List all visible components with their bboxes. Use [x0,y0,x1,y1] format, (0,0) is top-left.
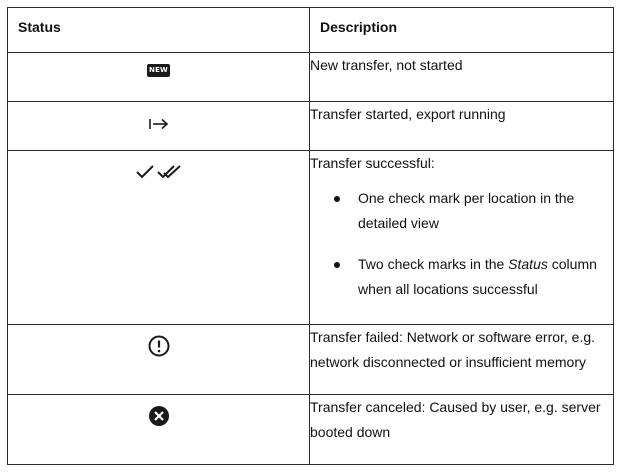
single-check-icon [137,166,153,177]
description-text: Transfer canceled: Caused by user, e.g. server booted down [310,399,601,440]
status-column-header [8,8,310,53]
description-cell [310,53,614,102]
table-row [8,53,614,102]
description-text: Transfer failed: Network or software error, e.g. network disconnected or insufficient memory [310,329,596,370]
description-text: Transfer successful: [310,155,435,171]
status-table [7,7,614,465]
status-cell [8,53,310,102]
description-cell [310,325,614,395]
new-badge-icon [147,64,170,89]
table-row [8,102,614,151]
description-cell [310,151,614,325]
double-check-icon [158,166,180,177]
check-and-double-check-icon [136,162,182,187]
new-badge-text: NEW [147,64,170,77]
arrow-right-from-bar-icon [148,114,170,139]
description-header-label: Description [320,19,398,35]
status-cell [8,325,310,395]
x-filled-circle-icon [148,405,170,435]
status-column-reference: Status [508,256,548,272]
status-cell [8,395,310,465]
table-row [8,151,614,325]
description-column-header [310,8,614,53]
status-header-label: Status [18,19,61,35]
table-row [8,325,614,395]
description-text: New transfer, not started [310,57,463,73]
exclamation-circle-icon [148,335,170,365]
status-cell [8,102,310,151]
status-cell [8,151,310,325]
table-row [8,395,614,465]
description-text: Transfer started, export running [310,106,506,122]
description-cell [310,102,614,151]
list-item: Two check marks in the Status column when all locations successful [334,252,613,302]
bullet-list [310,186,613,302]
description-cell [310,395,614,465]
table-header-row [8,8,614,53]
list-item: One check mark per location in the detailed view [334,186,613,236]
